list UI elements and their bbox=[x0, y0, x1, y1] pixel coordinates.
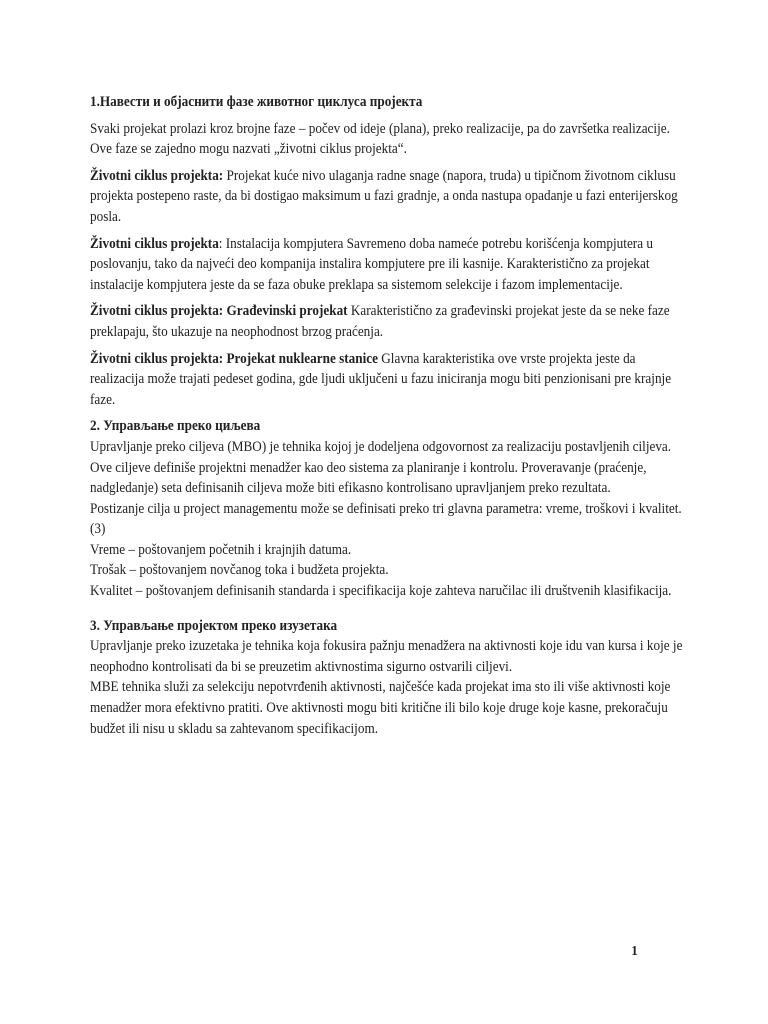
document-page bbox=[6, 0, 720, 1024]
paragraph-label: Životni ciklus projekta: Projekat nuklearne stanice bbox=[90, 350, 378, 367]
paragraph-text: Projekat kuće nivo ulaganja radne snage (napora, truda) u tipičnom životnom ciklusu projekta postepeno raste, da bi dostigao maksimum u fazi gradnje, a onda nastupa opadanje u fazi enterijerskog posla. bbox=[90, 167, 678, 225]
paragraph-text: Karakteristično za građevinski projekat jeste da se neke faze preklapaju, što ukazuje na neophodnost brzog praćenja. bbox=[90, 303, 670, 340]
section-1-heading: 1.Навести и објаснити фазе животног циклуса пројекта bbox=[90, 94, 423, 110]
lifecycle-paragraph-construction bbox=[90, 301, 685, 342]
page-number: 1 bbox=[631, 944, 638, 959]
document-body bbox=[90, 92, 685, 739]
section-1-intro: Svaki projekat prolazi kroz brojne faze – počev od ideje (plana), preko realizacije, pa do završetka realizacije. Ove faze se zajedno mogu nazvati „životni ciklus projekta“. bbox=[90, 120, 670, 158]
section-2-text: Vreme – poštovanjem početnih i krajnjih datuma. bbox=[90, 541, 352, 558]
lifecycle-paragraph-computer bbox=[90, 234, 685, 296]
section-2-heading: 2. Управљање преко циљева bbox=[90, 418, 261, 435]
section-2-text: Upravljanje preko ciljeva (MBO) je tehnika kojoj je dodeljena odgovornost za realizaciju postavljenih ciljeva. Ove ciljeve definiše projektni menadžer kao deo sistema za planiranje i kontrolu. Proveravanje (praćenje, nadgledanje) seta definisanih ciljeva može biti efikasno kontrolisano upravljanjem preko rezultata. bbox=[90, 438, 672, 497]
paragraph-label: Životni ciklus projekta: bbox=[90, 167, 224, 184]
section-3-heading: 3. Управљање пројектом преко изузетака bbox=[90, 617, 338, 634]
paragraph-text: : Instalacija kompjutera Savremeno doba nameće potrebu korišćenja kompjutera u poslovanju, tako da najveći deo kompanija instalira kompjutere pre ili kasnije. Karakteristično za projekat instalacije kompjutera jeste da se faza obuke preklapa sa sistemom selekcije i fazom implementacije. bbox=[90, 235, 653, 293]
lifecycle-paragraph-house bbox=[90, 166, 685, 228]
paragraph-text: Glavna karakteristika ove vrste projekta jeste da realizacija može trajati pedeset godina, gde ljudi uključeni u fazu iniciranja mogu biti penzionisani pre krajnje faze. bbox=[90, 350, 672, 408]
section-3-text: MBE tehnika služi za selekciju nepotvrđenih aktivnosti, najčešće kada projekat ima sto ili više aktivnosti koje menadžer mora efektivno pratiti. Ove aktivnosti mogu biti kritične ili bilo koje druge koje kasne, prekoračuju budžet ili nisu u skladu sa zahtevanom specifikacijom. bbox=[90, 679, 671, 737]
section-2-text: Kvalitet – poštovanjem definisanih standarda i specifikacija koje zahteva naručilac ili društvenih klasifikacija. bbox=[90, 583, 672, 600]
section-3-text: Upravljanje preko izuzetaka je tehnika koja fokusira pažnju menadžera na aktivnosti koje idu van kursa i koje je neophodno kontrolisati da bi se preuzetim aktivnostima sigurno ostvarili ciljevi. bbox=[90, 638, 683, 675]
lifecycle-paragraph-nuclear bbox=[90, 349, 685, 411]
section-2-text: Trošak – poštovanjem novčanog toka i budžeta projekta. bbox=[90, 562, 389, 579]
section-2-text: Postizanje cilja u project managementu može se definisati preko tri glavna parametra: vreme, troškovi i kvalitet. (3) bbox=[90, 500, 682, 538]
paragraph-label: Životni ciklus projekta bbox=[90, 235, 219, 252]
paragraph-label: Životni ciklus projekta: Građevinski projekat bbox=[90, 303, 348, 320]
